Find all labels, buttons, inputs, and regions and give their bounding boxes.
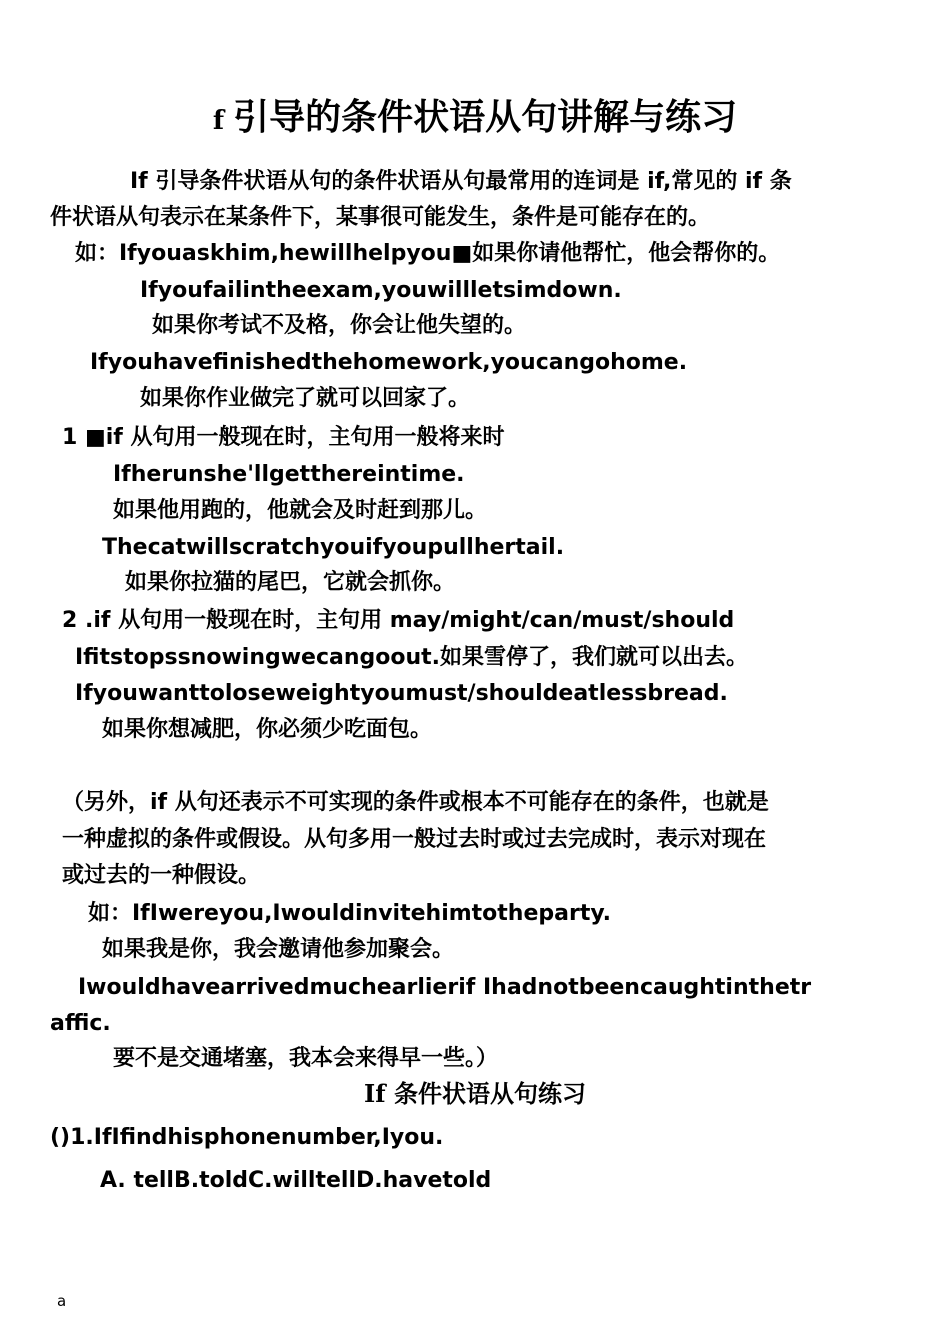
note-example-2a: Iwouldhavearrivedmuchearlierif Ihadnotbeencaughtinthetr [78,975,812,1000]
note-example-2-cn: 要不是交通堵塞，我本会来得早一些。） [113,1046,499,1071]
rule1-line-2: 如果他用跑的，他就会及时赶到那儿。 [113,498,488,523]
rule2-line-2: Ifyouwanttoloseweightyoumust/shouldeatlessbread. [75,681,728,706]
question-1: ()1.IfIfindhisphonenumber,Iyou. [50,1125,444,1150]
intro-line-2: 件状语从句表示在某条件下，某事很可能发生，条件是可能存在的。 [50,205,711,230]
question-1-options: A. tellB.toldC.willtellD.havetold [100,1168,492,1193]
rule2-line-1: Ifitstopssnowingwecangoout.如果雪停了，我们就可以出去。 [75,645,749,670]
note-example-1-cn: 如果我是你，我会邀请他参加聚会。 [102,937,455,962]
title-prefix: f [212,106,234,136]
rule1-line-4: 如果你拉猫的尾巴，它就会抓你。 [125,570,456,595]
page-title [0,96,950,143]
note-line-1: （另外，if 从句还表示不可实现的条件或根本不可能存在的条件，也就是 [62,790,769,815]
page-footer: a [57,1292,67,1310]
rule1-line-3: Thecatwillscratchyouifyoupullhertail. [102,535,565,560]
rule1-heading: 1 ■if 从句用一般现在时，主句用一般将来时 [62,425,505,450]
intro-line-1: If 引导条件状语从句的条件状语从句最常用的连词是 if,常见的 if 条 [130,169,792,194]
rule2-line-3: 如果你想减肥，你必须少吃面包。 [102,717,433,742]
example-line-2: Ifyoufailintheexam,youwillletsimdown. [140,278,622,303]
example-line-4: Ifyouhavefinishedthehomework,youcangohome. [90,350,688,375]
title-text: 引导的条件状语从句讲解与练习 [233,97,738,138]
note-line-2: 一种虚拟的条件或假设。从句多用一般过去时或过去完成时，表示对现在 [62,827,767,852]
rule2-heading: 2 .if 从句用一般现在时，主句用 may/might/can/must/should [62,608,735,633]
practice-title [0,1078,950,1110]
rule1-line-1: Ifherunshe'llgetthereintime. [113,462,465,487]
example-line-5: 如果你作业做完了就可以回家了。 [140,386,471,411]
example-line-3: 如果你考试不及格，你会让他失望的。 [152,313,527,338]
note-example-2b: affic. [50,1011,111,1036]
note-line-3: 或过去的一种假设。 [62,863,261,888]
example-line-1: 如：Ifyouaskhim,hewillhelpyou■如果你请他帮忙，他会帮你的。 [75,241,781,266]
note-example-1: 如：IfIwereyou,Iwouldinvitehimtotheparty. [88,901,612,926]
practice-title-prefix: If [364,1079,394,1108]
practice-title-text: 条件状语从句练习 [393,1080,586,1108]
